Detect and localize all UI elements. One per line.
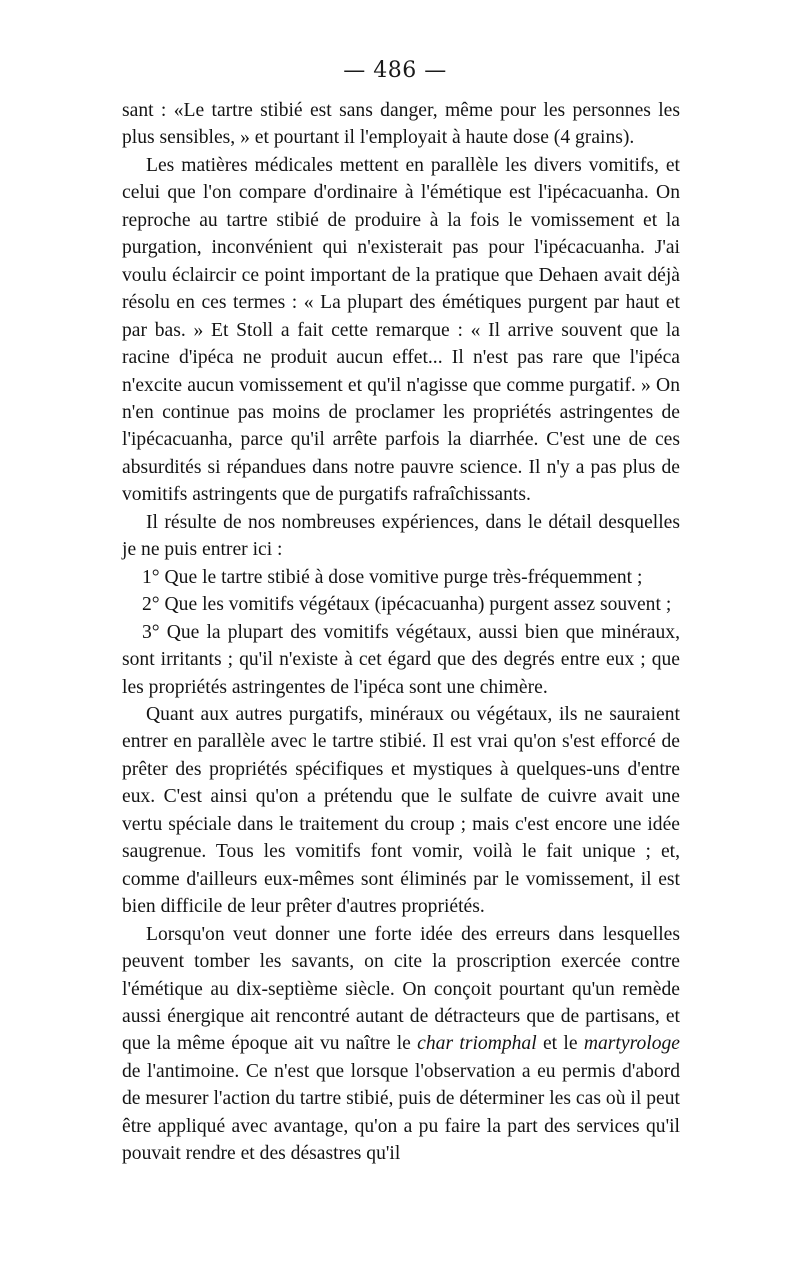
text-run: 2° Que les vomitifs végétaux (ipécacuanha) purgent assez souvent ; — [142, 594, 672, 616]
text-run: et le — [536, 1033, 584, 1055]
text-run: sant : «Le tartre stibié est sans danger, même pour les personnes les plus sensibles, » et pourtant il l'employait à haute dose (4 grains). — [122, 100, 680, 149]
text-run: Les matières médicales mettent en parallèle les divers vomitifs, et celui que l'on compare d'ordinaire à l'émétique est l'ipécacuanha. On reproche au tartre stibié de produire à la fois le vomissement et la purgation, inconvénient qui n'existerait pas pour l'ipécacuanha. J'ai voulu éclaircir ce point important de la pratique que Dehaen avait déjà résolu en ces termes : « La plupart des émétiques purgent par haut et par bas. » Et Stoll a fait cette remarque : « Il arrive souvent que la racine d'ipéca ne produit aucun effet... Il n'est pas rare que l'ipéca n'excite aucun vomissement et qu'il n'agisse que comme purgatif. » On n'en continue pas moins de proclamer les propriétés astringentes de l'ipécacuanha, parce qu'il arrête parfois la diarrhée. C'est une de ces absurdités si répandues dans notre pauvre science. Il n'y a pas plus de vomitifs astringents que de purgatifs rafraîchissants. — [122, 154, 680, 506]
paragraph — [122, 701, 680, 921]
paragraph — [122, 97, 680, 152]
text-run: Lorsqu'on veut donner une forte idée des erreurs dans lesquelles peuvent tomber les savants, on cite la proscription exercée contre l'émétique au dix-septième siècle. On conçoit pourtant qu'un remède aussi énergique ait rencontré autant de détracteurs que de partisans, et que la même époque ait vu naître le — [122, 923, 680, 1055]
italic-phrase: char triomphal — [417, 1033, 537, 1055]
paragraph — [122, 509, 680, 564]
enumerated-item — [122, 619, 680, 701]
text-run: 3° Que la plupart des vomitifs végétaux, aussi bien que minéraux, sont irritants ; qu'il n'existe à cet égard que des degrés entre eux ; que les propriétés astringentes de l'ipéca sont une chimère. — [122, 621, 680, 698]
text-run: 1° Que le tartre stibié à dose vomitive purge très-fréquemment ; — [142, 566, 643, 588]
paragraph — [122, 152, 680, 509]
italic-phrase: martyrologe — [583, 1033, 681, 1055]
text-run: Quant aux autres purgatifs, minéraux ou végétaux, ils ne sauraient entrer en parallèle avec le tartre stibié. Il est vrai qu'on s'est efforcé de prêter des propriétés spécifiques et mystiques à quelques-uns d'entre eux. C'est ainsi qu'on a prétendu que le sulfate de cuivre avait une vertu spéciale dans le traitement du croup ; mais c'est encore une idée saugrenue. Tous les vomitifs font vomir, voilà le fait unique ; et, comme d'ailleurs eux-mêmes sont éliminés par le vomissement, il est bien difficile de leur prêter d'autres propriétés. — [122, 703, 680, 918]
paragraph — [122, 921, 680, 1168]
page-number: — 486 — — [343, 58, 447, 83]
body-text — [122, 97, 680, 1168]
enumerated-item — [122, 564, 680, 591]
text-run: Il résulte de nos nombreuses expériences, dans le détail desquelles je ne puis entrer ici : — [122, 511, 680, 561]
text-run: de l'antimoine. Ce n'est que lorsque l'observation a eu permis d'abord de mesurer l'action du tartre stibié, puis de déterminer les cas où il peut être appliqué avec avantage, qu'on a pu faire la part des services qu'il pouvait rendre et des désastres qu'il — [122, 1060, 680, 1165]
enumerated-item — [122, 591, 680, 618]
